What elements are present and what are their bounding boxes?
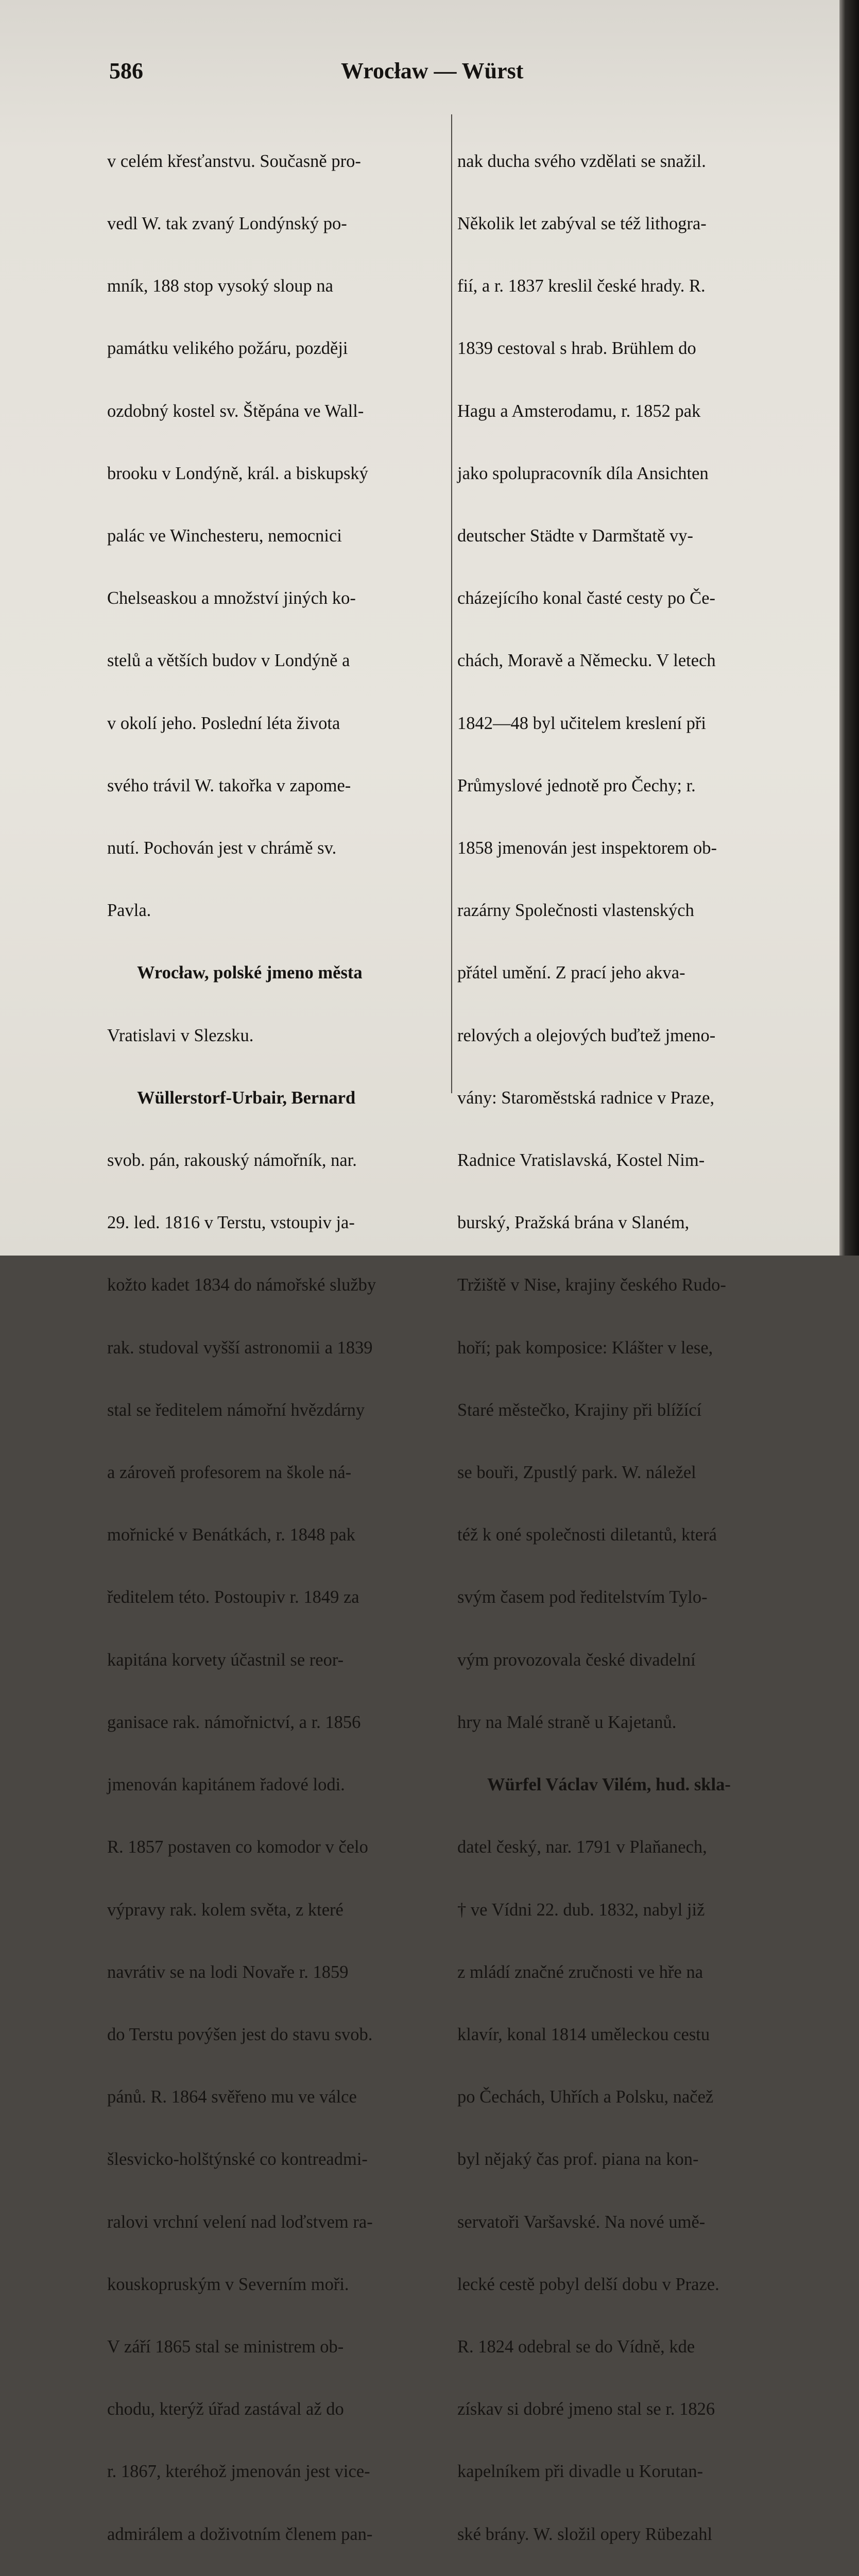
text-line: se bouři, Zpustlý park. W. náležel	[457, 1463, 696, 1483]
text-line: palác ve Winchesteru, nemocnici	[107, 526, 342, 546]
text-line: chách, Moravě a Německu. V letech	[457, 651, 716, 671]
text-line: ředitelem této. Postoupiv r. 1849 za	[107, 1587, 359, 1607]
text-line: R. 1824 odebral se do Vídně, kde	[457, 2336, 695, 2357]
text-line: Průmyslové jednotě pro Čechy; r.	[457, 775, 696, 795]
running-title: Wrocław — Würst	[341, 58, 524, 83]
text-line: deutscher Städte v Darmštatě vy-	[457, 526, 693, 546]
column-divider	[451, 114, 452, 1093]
page-header	[109, 58, 552, 89]
text-line: šlesvicko-holštýnské co kontreadmi-	[107, 2149, 368, 2170]
text-line: ganisace rak. námořnictví, a r. 1856	[107, 1712, 361, 1732]
text-line: ralovi vrchní velení nad loďstvem ra-	[107, 2212, 373, 2232]
text-line: v celém křesťanstvu. Současně pro-	[107, 151, 361, 171]
text-line: mořnické v Benátkách, r. 1848 pak	[107, 1525, 355, 1545]
text-line: kouskopruským v Severním moři.	[107, 2274, 349, 2294]
text-line: hoří; pak komposice: Klášter v lese,	[457, 1337, 713, 1358]
text-line: 1839 cestoval s hrab. Brühlem do	[457, 338, 696, 359]
text-line: relových a olejových buďtež jmeno-	[457, 1025, 716, 1045]
text-line: nutí. Pochován jest v chrámě sv.	[107, 838, 337, 858]
entry-headword-line: Würfel Václav Vilém, hud. skla-	[487, 1775, 731, 1795]
text-line: Několik let zabýval se též lithogra-	[457, 214, 707, 234]
text-line: kapitána korvety účastnil se reor-	[107, 1650, 344, 1670]
text-line: navrátiv se na lodi Novaře r. 1859	[107, 1962, 349, 1982]
text-line: Vratislavi v Slezsku.	[107, 1025, 254, 1045]
text-line: svob. pán, rakouský námořník, nar.	[107, 1150, 357, 1171]
text-line: 1858 jmenován jest inspektorem ob-	[457, 838, 717, 858]
text-line: přátel umění. Z prací jeho akva-	[457, 963, 685, 983]
text-line: Radnice Vratislavská, Kostel Nim-	[457, 1150, 705, 1171]
text-line: po Čechách, Uhřích a Polsku, načež	[457, 2087, 714, 2107]
text-line: byl nějaký čas prof. piana na kon-	[457, 2149, 699, 2170]
text-line: † ve Vídni 22. dub. 1832, nabyl již	[457, 1900, 705, 1920]
text-line: kožto kadet 1834 do námořské služby	[107, 1275, 376, 1295]
page-edge-shadow	[839, 0, 859, 1256]
text-line: vány: Staroměstská radnice v Praze,	[457, 1088, 715, 1108]
text-line: fií, a r. 1837 kreslil české hrady. R.	[457, 276, 706, 296]
text-line: Chelseaskou a množství jiných ko-	[107, 588, 356, 608]
text-line: stal se ředitelem námořní hvězdárny	[107, 1400, 365, 1420]
text-line: rak. studoval vyšší astronomii a 1839	[107, 1337, 373, 1358]
text-line: ské brány. W. složil opery Rübezahl	[457, 2524, 713, 2544]
text-line: cházejícího konal časté cesty po Če-	[457, 588, 715, 608]
page-number: 586	[109, 58, 143, 83]
entry-headword-line: Wüllerstorf-Urbair, Bernard	[137, 1088, 356, 1108]
text-line: v okolí jeho. Poslední léta života	[107, 713, 340, 733]
text-line: brooku v Londýně, král. a biskupský	[107, 463, 368, 483]
text-line: klavír, konal 1814 uměleckou cestu	[457, 2024, 710, 2044]
text-line: ozdobný kostel sv. Štěpána ve Wall-	[107, 401, 364, 421]
text-line: burský, Pražská brána v Slaném,	[457, 1213, 690, 1233]
text-line: R. 1857 postaven co komodor v čelo	[107, 1837, 368, 1857]
text-line: mník, 188 stop vysoký sloup na	[107, 276, 333, 296]
text-line: Hagu a Amsterodamu, r. 1852 pak	[457, 401, 701, 421]
text-line: V září 1865 stal se ministrem ob-	[107, 2336, 344, 2357]
text-line: admirálem a doživotním členem pan-	[107, 2524, 373, 2544]
text-line: do Terstu povýšen jest do stavu svob.	[107, 2024, 373, 2044]
text-line: z mládí značné zručnosti ve hře na	[457, 1962, 703, 1982]
text-line: získav si dobré jmeno stal se r. 1826	[457, 2399, 715, 2419]
text-line: hry na Malé straně u Kajetanů.	[457, 1712, 677, 1732]
text-line: r. 1867, kteréhož jmenován jest vice-	[107, 2462, 370, 2482]
text-line: lecké cestě pobyl delší dobu v Praze.	[457, 2274, 719, 2294]
text-line: nak ducha svého vzdělati se snažil.	[457, 151, 706, 171]
text-line: pánů. R. 1864 svěřeno mu ve válce	[107, 2087, 357, 2107]
text-line: 29. led. 1816 v Terstu, vstoupiv ja-	[107, 1213, 355, 1233]
text-line: Staré městečko, Krajiny při blížící	[457, 1400, 702, 1420]
left-column	[107, 109, 447, 2576]
entry-headword-line: Wrocław, polské jmeno města	[137, 963, 363, 983]
text-line: servatoři Varšavské. Na nové umě-	[457, 2212, 706, 2232]
text-line: též k oné společnosti diletantů, která	[457, 1525, 717, 1545]
text-line: a zároveň profesorem na škole ná-	[107, 1463, 352, 1483]
text-line: Tržiště v Nise, krajiny českého Rudo-	[457, 1275, 726, 1295]
text-line: 1842—48 byl učitelem kreslení při	[457, 713, 706, 733]
text-line: památku velikého požáru, později	[107, 338, 348, 359]
text-line: vedl W. tak zvaný Londýnský po-	[107, 214, 347, 234]
text-line: chodu, kterýž úřad zastával až do	[107, 2399, 344, 2419]
text-line: razárny Společnosti vlastenských	[457, 901, 694, 921]
text-line: svým časem pod ředitelstvím Tylo-	[457, 1587, 708, 1607]
text-line: kapelníkem při divadle u Korutan-	[457, 2462, 703, 2482]
right-column	[457, 109, 797, 2576]
text-line: Pavla.	[107, 901, 151, 921]
text-line: výpravy rak. kolem světa, z které	[107, 1900, 343, 1920]
text-line: jmenován kapitánem řadové lodi.	[107, 1775, 345, 1795]
text-line: jako spolupracovník díla Ansichten	[457, 463, 709, 483]
text-line: svého trávil W. takořka v zapome-	[107, 775, 351, 795]
text-line: datel český, nar. 1791 v Plaňanech,	[457, 1837, 707, 1857]
text-line: vým provozovala české divadelní	[457, 1650, 696, 1670]
text-line: stelů a větších budov v Londýně a	[107, 651, 350, 671]
